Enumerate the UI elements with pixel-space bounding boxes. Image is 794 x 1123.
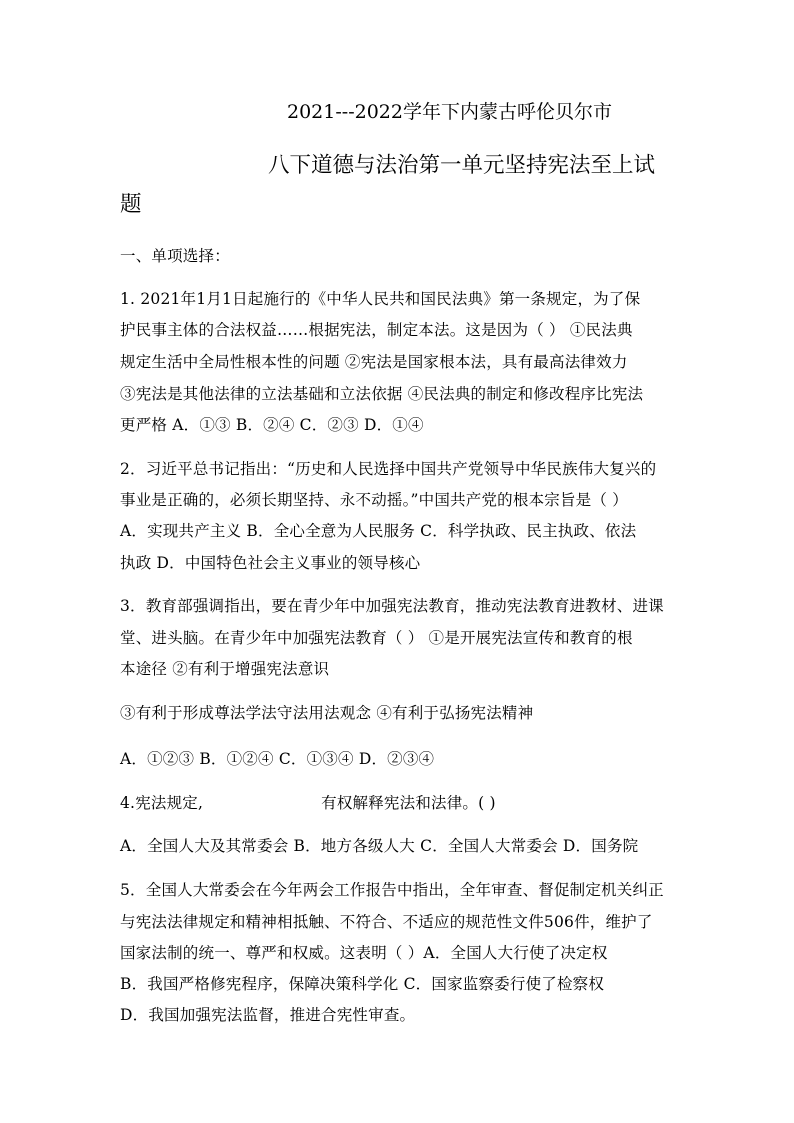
q5-line-3: 国家法制的统一、尊严和权威。这表明（ ）A．全国人大行使了决定权 xyxy=(120,944,608,962)
q1-line-5: 更严格 A．①③ B．②④ C．②③ D．①④ xyxy=(120,416,424,434)
q1-line-3: 规定生活中全局性根本性的问题 ②宪法是国家根本法，具有最高法律效力 xyxy=(120,353,628,371)
section-heading: 一、单项选择： xyxy=(120,247,230,265)
q2-line-3: A．实现共产主义 B．全心全意为人民服务 C．科学执政、民主执政、依法 xyxy=(120,522,637,540)
q1-line-4: ③宪法是其他法律的立法基础和立法依据 ④民法典的制定和修改程序比宪法 xyxy=(120,385,644,403)
q4-options: A．全国人大及其常委会 B．地方各级人大 C．全国人大常委会 D．国务院 xyxy=(120,837,639,855)
q5-line-4: B．我国严格修宪程序，保障决策科学化 C．国家监察委行使了检察权 xyxy=(120,975,605,993)
q4-stem-start: 4.宪法规定, xyxy=(120,794,204,812)
exam-title-line-2: 八下道德与法治第一单元坚持宪法至上试 xyxy=(268,153,656,178)
exam-title-line-1: 2021---2022学年下内蒙古呼伦贝尔市 xyxy=(287,101,612,123)
q1-line-1: 1. 2021年1月1日起施行的《中华人民共和国民法典》第一条规定，为了保 xyxy=(120,290,641,308)
q4-stem xyxy=(120,793,496,813)
q2-line-4: 执政 D．中国特色社会主义事业的领导核心 xyxy=(120,554,421,572)
q3-options: A．①②③ B．①②④ C．①③④ D．②③④ xyxy=(120,750,435,768)
q2-line-2: 事业是正确的，必须长期坚持、永不动摇。”中国共产党的根本宗旨是（ ） xyxy=(120,491,628,509)
q3-line-2: 堂、进头脑。在青少年中加强宪法教育（ ） ①是开展宪法宣传和教育的根 xyxy=(120,629,633,647)
q3-line-1: 3．教育部强调指出，要在青少年中加强宪法教育，推动宪法教育进教材、进课 xyxy=(120,597,664,615)
q5-line-1: 5．全国人大常委会在今年两会工作报告中指出，全年审查、督促制定机关纠正 xyxy=(120,881,664,899)
q1-line-2: 护民事主体的合法权益……根据宪法，制定本法。这是因为（ ） ①民法典 xyxy=(120,321,633,339)
q3-line-4: ③有利于形成尊法学法守法用法观念 ④有利于弘扬宪法精神 xyxy=(120,704,534,722)
q2-line-1: 2．习近平总书记指出：“历史和人民选择中国共产党领导中华民族伟大复兴的 xyxy=(120,460,657,478)
q4-stem-end: 有权解释宪法和法律。( ) xyxy=(321,794,496,812)
exam-title-line-3: 题 xyxy=(120,192,142,217)
q5-line-2: 与宪法法律规定和精神相抵触、不符合、不适应的规范性文件506件，维护了 xyxy=(120,913,653,931)
q3-line-3: 本途径 ②有利于增强宪法意识 xyxy=(120,660,330,678)
q5-line-5: D．我国加强宪法监督，推进合宪性审查。 xyxy=(120,1006,416,1024)
